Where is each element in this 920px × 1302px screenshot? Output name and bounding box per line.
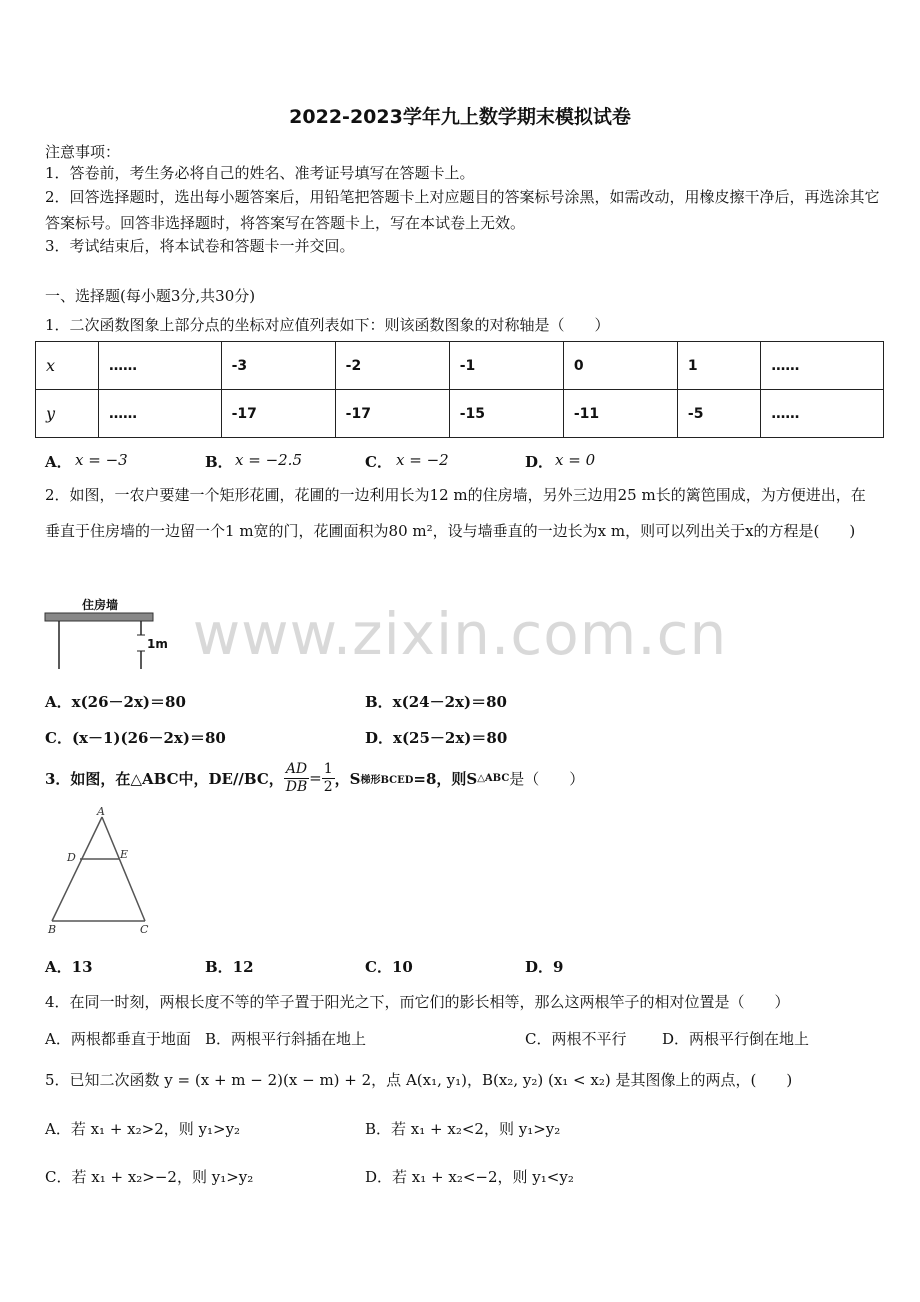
notice-item-3: 3．考试结束后，将本试卷和答题卡一并交回。 bbox=[45, 237, 355, 255]
q1-option-c-label: C． bbox=[365, 453, 392, 471]
q4-option-d: D．两根平行倒在地上 bbox=[662, 1030, 810, 1048]
table-cell: …… bbox=[99, 342, 222, 390]
q3-option-d: D．9 bbox=[525, 958, 564, 976]
q3-sub-b: 梯形BCED bbox=[360, 774, 414, 786]
question-5-stem: 5．已知二次函数 y = (x + m − 2)(x − m) + 2，点 A(x₁, y₁)，B(x₂, y₂) (x₁ < x₂) 是其图像上的两点，( ) bbox=[45, 1071, 793, 1089]
q5-option-a: A．若 x₁ + x₂>2，则 y₁>y₂ bbox=[45, 1120, 241, 1138]
watermark: www.zixin.com.cn bbox=[192, 600, 728, 668]
q1-option-b-label: B． bbox=[205, 453, 233, 471]
table-cell: -2 bbox=[335, 342, 449, 390]
wall-label: 住房墙 bbox=[82, 598, 119, 612]
vertex-c: C bbox=[140, 923, 149, 935]
q3-equals: = bbox=[309, 769, 322, 787]
table-cell: -17 bbox=[221, 390, 335, 438]
q3-stem-c: =8，则S bbox=[413, 769, 478, 788]
q4-option-c: C．两根不平行 bbox=[525, 1030, 627, 1048]
half-numerator: 1 bbox=[323, 760, 333, 777]
q3-option-c: C．10 bbox=[365, 958, 413, 976]
q3-stem-b: ，S bbox=[334, 769, 361, 788]
q2-option-d: D．x(25－2x)＝80 bbox=[365, 729, 508, 747]
q3-option-a: A．13 bbox=[45, 958, 93, 976]
table-cell: -3 bbox=[221, 342, 335, 390]
ratio-denominator: DB bbox=[285, 778, 308, 795]
notice-item-2: 2．回答选择题时，选出每小题答案后，用铅笔把答题卡上对应题目的答案标号涂黑，如需改动，用橡皮擦干净后，再选涂其它答案标号。回答非选择题时，将答案写在答题卡上，写在本试卷上无效。 bbox=[45, 188, 880, 232]
q4-option-a: A．两根都垂直于地面 bbox=[45, 1030, 191, 1048]
q2-option-a: A．x(26－2x)＝80 bbox=[45, 693, 186, 711]
question-1-stem: 1．二次函数图象上部分点的坐标对应值列表如下：则该函数图象的对称轴是（ ） bbox=[45, 316, 610, 334]
q3-sub-c: △ABC bbox=[477, 772, 510, 784]
table-cell: -11 bbox=[563, 390, 677, 438]
half-fraction bbox=[322, 761, 335, 796]
table-cell: -5 bbox=[677, 390, 760, 438]
table-cell: -17 bbox=[335, 390, 449, 438]
ratio-fraction bbox=[284, 761, 309, 796]
q5-option-d: D．若 x₁ + x₂<−2，则 y₁<y₂ bbox=[365, 1168, 574, 1186]
q3-stem-a: 3．如图，在△ABC中，DE//BC， bbox=[45, 769, 284, 788]
vertex-e: E bbox=[120, 848, 129, 861]
q1-option-c: x = −2 bbox=[396, 451, 449, 469]
vertex-a: A bbox=[97, 805, 105, 818]
table-cell: …… bbox=[761, 390, 884, 438]
vertex-b: B bbox=[48, 923, 57, 935]
side-ac bbox=[102, 817, 145, 921]
half-denominator: 2 bbox=[323, 778, 333, 795]
side-ab bbox=[52, 817, 102, 921]
ratio-numerator: AD bbox=[285, 760, 308, 777]
q5-option-c: C．若 x₁ + x₂>−2，则 y₁>y₂ bbox=[45, 1168, 254, 1186]
q4-option-b: B．两根平行斜插在地上 bbox=[205, 1030, 367, 1048]
table-row bbox=[36, 342, 884, 390]
q5-option-b: B．若 x₁ + x₂<2，则 y₁>y₂ bbox=[365, 1120, 561, 1138]
notice-heading: 注意事项： bbox=[45, 143, 121, 161]
q1-option-d: x = 0 bbox=[555, 451, 596, 469]
q1-option-b: x = −2.5 bbox=[235, 451, 302, 469]
page-title: 2022-2023学年九上数学期末模拟试卷 bbox=[289, 106, 631, 128]
table-cell: …… bbox=[99, 390, 222, 438]
table-cell: x bbox=[36, 342, 99, 390]
table-cell: 1 bbox=[677, 342, 760, 390]
table-cell: y bbox=[36, 390, 99, 438]
table-row bbox=[36, 390, 884, 438]
q2-option-c: C．(x－1)(26－2x)＝80 bbox=[45, 729, 226, 747]
table-cell: -1 bbox=[449, 342, 563, 390]
table-cell: -15 bbox=[449, 390, 563, 438]
q2-option-b: B．x(24－2x)＝80 bbox=[365, 693, 507, 711]
q3-stem-d: 是（ ） bbox=[509, 769, 585, 788]
question-4-stem: 4．在同一时刻，两根长度不等的竿子置于阳光之下，而它们的影长相等，那么这两根竿子的相对位置是（ ） bbox=[45, 993, 790, 1011]
vertex-d: D bbox=[67, 851, 76, 864]
notice-item-1: 1．答卷前，考生务必将自己的姓名、准考证号填写在答题卡上。 bbox=[45, 164, 475, 182]
table-cell: …… bbox=[761, 342, 884, 390]
table-cell: 0 bbox=[563, 342, 677, 390]
triangle-figure bbox=[45, 805, 160, 935]
values-table bbox=[35, 341, 884, 438]
gate-label: 1m bbox=[147, 637, 168, 651]
q3-option-b: B．12 bbox=[205, 958, 254, 976]
question-3-stem bbox=[45, 757, 584, 799]
q1-option-a: x = −3 bbox=[75, 451, 128, 469]
section-heading: 一、选择题(每小题3分,共30分) bbox=[45, 287, 256, 305]
question-2-stem: 2．如图，一农户要建一个矩形花圃，花圃的一边利用长为12 m的住房墙，另外三边用25 m长的篱笆围成，为方便进出，在垂直于住房墙的一边留一个1 m宽的门，花圃面积为80 m²，设与墙垂直的一边长为x m，则可以列出关于x的方程是( ) bbox=[45, 486, 866, 540]
q1-option-d-label: D． bbox=[525, 453, 554, 471]
q1-option-a-label: A． bbox=[45, 453, 72, 471]
